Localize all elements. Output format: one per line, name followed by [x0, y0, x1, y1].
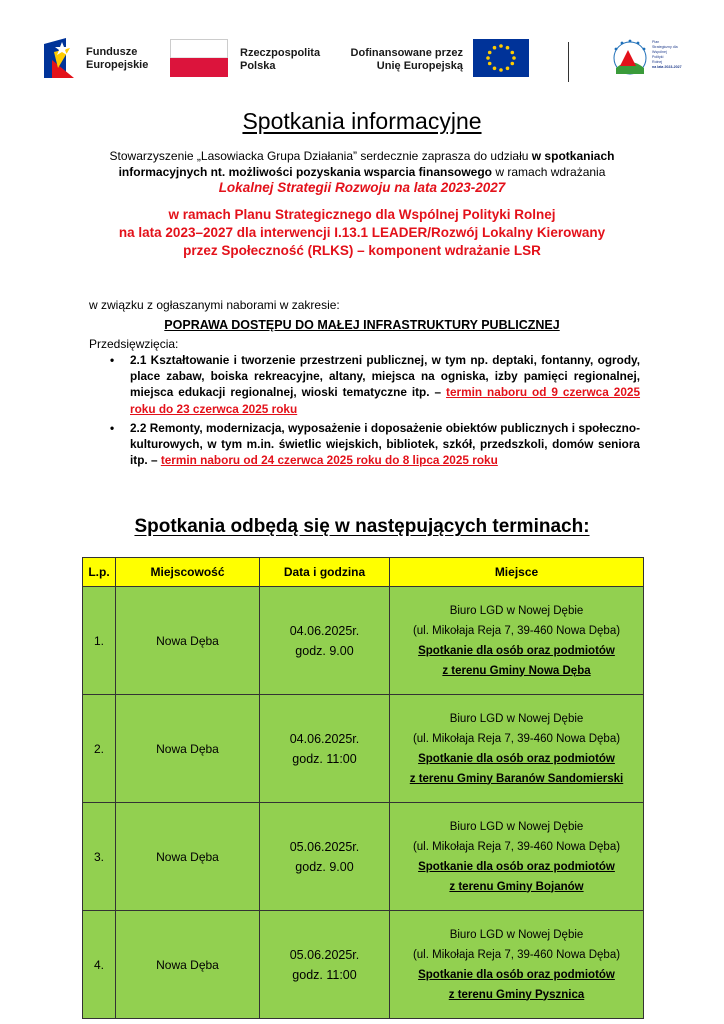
project-term: termin naboru od 24 czerwca 2025 roku do 8 lipca 2025 roku [160, 453, 498, 468]
program-description [60, 206, 664, 260]
page-title: Spotkania informacyjne [242, 108, 482, 134]
ue-text-1: Dofinansowane przez [350, 47, 463, 59]
lsr-line: Lokalnej Strategii Rozwoju na lata 2023-2027 [218, 180, 506, 195]
plan-line-4: Polityki [652, 55, 664, 59]
logo-divider [568, 42, 569, 82]
fundusze-europejskie-logo [44, 38, 149, 83]
cell-town: Nowa Dęba [116, 587, 260, 695]
audience-line-1: Spotkanie dla osób oraz podmiotów [418, 752, 615, 765]
place-name: Biuro LGD w Nowej Dębie [449, 712, 584, 725]
cell-date [260, 587, 390, 695]
rp-text-2: Polska [240, 60, 276, 72]
audience-line-2: z terenu Gminy Bojanów [449, 880, 584, 893]
intro-bold: w spotkaniach informacyjnych nt. możliwości pozyskania wsparcia finansowego [118, 149, 615, 179]
table-row [83, 695, 644, 803]
table-row [83, 587, 644, 695]
place-name: Biuro LGD w Nowej Dębie [449, 820, 584, 833]
rp-text-1: Rzeczpospolita [240, 47, 321, 59]
audience-line-1: Spotkanie dla osób oraz podmiotów [418, 860, 615, 873]
header-place: Miejsce [390, 558, 644, 587]
cell-lp: 2. [83, 695, 116, 803]
fe-text-2: Europejskie [86, 59, 149, 71]
plan-emblem-icon [612, 38, 648, 80]
table-row [83, 803, 644, 911]
calls-intro: w związku z ogłaszanymi naborami w zakresie: [89, 298, 340, 312]
list-item [110, 352, 640, 417]
program-line-2: na lata 2023–2027 dla interwencji I.13.1 LEADER/Rozwój Lokalny Kierowany [118, 225, 606, 240]
place-address: (ul. Mikołaja Reja 7, 39-460 Nowa Dęba) [412, 948, 621, 961]
cell-date [260, 911, 390, 1019]
audience-line-2: z terenu Gminy Baranów Sandomierski [409, 772, 624, 785]
cell-place [390, 911, 644, 1019]
cell-place [390, 803, 644, 911]
date-value: 04.06.2025r. [289, 731, 360, 746]
meetings-table [82, 557, 644, 1019]
plan-line-1: Plan [652, 40, 660, 44]
plan-line-2: Strategiczny dla [652, 45, 678, 49]
plan-strategiczny-logo [612, 38, 682, 85]
place-name: Biuro LGD w Nowej Dębie [449, 604, 584, 617]
polish-flag-icon [170, 39, 228, 77]
project-term: termin naboru od 9 czerwca 2025 roku do 23 czerwca 2025 roku [130, 385, 641, 416]
projects-list [110, 352, 640, 471]
place-address: (ul. Mikołaja Reja 7, 39-460 Nowa Dęba) [412, 624, 621, 637]
place-name: Biuro LGD w Nowej Dębie [449, 928, 584, 941]
cell-town: Nowa Dęba [116, 695, 260, 803]
meetings-heading: Spotkania odbędą się w następujących terminach: [134, 516, 590, 537]
cell-place [390, 587, 644, 695]
intro-part-2: w ramach wdrażania [492, 165, 606, 179]
cell-date [260, 695, 390, 803]
audience-line-2: z terenu Gminy Pysznica [448, 988, 585, 1001]
header-town: Miejscowość [116, 558, 260, 587]
cell-town: Nowa Dęba [116, 803, 260, 911]
scope-heading: POPRAWA DOSTĘPU DO MAŁEJ INFRASTRUKTURY PUBLICZNEJ [164, 318, 560, 332]
eu-flag-icon [473, 39, 529, 77]
header-lp: L.p. [83, 558, 116, 587]
project-text: 2.1 Kształtowanie i tworzenie przestrzeni publicznej, w tym np. deptaki, fontanny, ogrody, place zabaw, boiska rekreacyjne, altany, miejsca na ogniska, izby pamięci regionalnej, miejsca edukacji regionalnej, wioski tematyczne itp. – [130, 353, 640, 400]
fe-star-icon [44, 38, 80, 78]
rzeczpospolita-polska-logo [170, 39, 321, 82]
time-value: godz. 11:00 [292, 967, 357, 982]
project-text: 2.2 Remonty, modernizacja, wyposażenie i doposażenie obiektów publicznych i społeczno-kulturowych, w tym m.in. świetlic wiejskich, bibliotek, szkół, przedszkoli, domów seniora itp. – [130, 420, 640, 468]
time-value: godz. 9.00 [295, 859, 354, 874]
bullet-icon: • [110, 420, 115, 435]
header-date: Data i godzina [260, 558, 390, 587]
cell-place [390, 695, 644, 803]
list-item [110, 420, 640, 469]
ue-text-2: Unię Europejską [376, 60, 463, 72]
cell-lp: 3. [83, 803, 116, 911]
place-address: (ul. Mikołaja Reja 7, 39-460 Nowa Dęba) [412, 732, 621, 745]
table-row [83, 911, 644, 1019]
time-value: godz. 11:00 [292, 751, 357, 766]
audience-line-1: Spotkanie dla osób oraz podmiotów [418, 968, 615, 981]
logo-bar [0, 30, 724, 90]
date-value: 04.06.2025r. [289, 623, 360, 638]
plan-line-5: Rolnej [652, 60, 663, 64]
place-address: (ul. Mikołaja Reja 7, 39-460 Nowa Dęba) [412, 840, 621, 853]
bullet-icon: • [110, 353, 115, 367]
audience-line-2: z terenu Gminy Nowa Dęba [442, 664, 591, 677]
intro-paragraph [70, 148, 654, 196]
plan-line-6: na lata 2023-2027 [652, 65, 682, 69]
date-value: 05.06.2025r. [289, 947, 360, 962]
program-line-3: przez Społeczność (RLKS) – komponent wdrażanie LSR [183, 243, 541, 258]
audience-line-1: Spotkanie dla osób oraz podmiotów [418, 644, 615, 657]
projects-label: Przedsięwzięcia: [89, 337, 179, 351]
cell-date [260, 803, 390, 911]
cell-town: Nowa Dęba [116, 911, 260, 1019]
intro-part-1: Stowarzyszenie „Lasowiacka Grupa Działania” serdecznie zaprasza do udziału [109, 149, 532, 163]
cell-lp: 1. [83, 587, 116, 695]
plan-line-3: Wspólnej [652, 50, 667, 54]
date-value: 05.06.2025r. [289, 839, 360, 854]
program-line-1: w ramach Planu Strategicznego dla Wspólnej Polityki Rolnej [168, 207, 556, 222]
fe-text-1: Fundusze [86, 46, 138, 58]
table-header-row [83, 558, 644, 587]
time-value: godz. 9.00 [295, 643, 354, 658]
cell-lp: 4. [83, 911, 116, 1019]
